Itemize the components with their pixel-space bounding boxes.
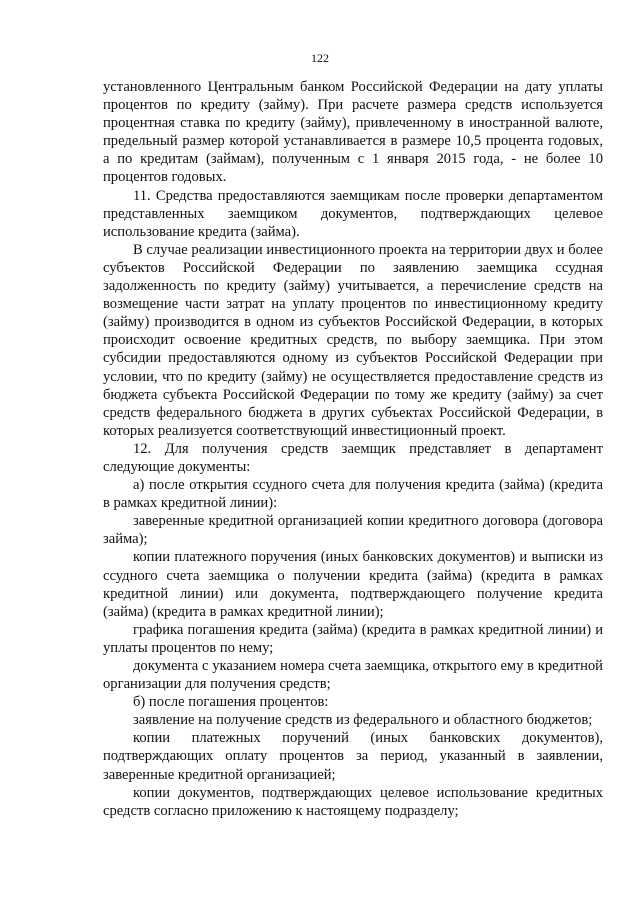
paragraph-loan-agreement-copies: заверенные кредитной организацией копии кредитного договора (договора займа); bbox=[103, 513, 603, 548]
paragraph-item-11: 11. Средства предоставляются заемщикам после проверки департаментом представленных заемщиком документов, подтверждающих целевое использование кредита (займа). bbox=[103, 187, 603, 240]
paragraph-continuation: установленного Центральным банком Российской Федерации на дату уплаты процентов по кредиту (займу). При расчете размера средств используется процентная ставка по кредиту (займу), привлеченному в иностранной валюте, предельный размер которой устанавливается в размере 10,5 процента годовых, а по кредитам (займам), полученным с 1 января 2015 года, - не более 10 процентов годовых. bbox=[103, 79, 603, 186]
page-number: 122 bbox=[311, 51, 329, 65]
paragraph-repayment-schedule: графика погашения кредита (займа) (кредита в рамках кредитной линии) и уплаты процентов по нему; bbox=[103, 621, 603, 656]
paragraph-multi-region: В случае реализации инвестиционного проекта на территории двух и более субъектов Российской Федерации по заявлению заемщика ссудная задолженность по кредиту (займу) учитывается, а перечисление средств на возмещение части затрат на уплату процентов по инвестиционному кредиту (займу) производится в одном из субъектов Российской Федерации, в которых происходит освоение кредитных средств, по выбору заемщика. При этом субсидии предоставляются одному из субъектов Российской Федерации при условии, что по кредиту (займу) не осуществляется предоставление средств из бюджета субъекта Российской Федерации по тому же кредиту (займу) за счет средств федерального бюджета в других субъектах Российской Федерации, в которых реализуется соответствующий инвестиционный проект. bbox=[103, 241, 603, 439]
paragraph-payment-order-copies: копии платежного поручения (иных банковских документов) и выписки из ссудного счета заемщика о получении кредита (займа) (кредита в рамках кредитной линии) или документа, подтверждающего получение кредита (займа) (кредита в рамках кредитной линии); bbox=[103, 549, 603, 620]
paragraph-subitem-b: б) после погашения процентов: bbox=[133, 694, 329, 711]
paragraph-target-use-documents: копии документов, подтверждающих целевое использование кредитных средств согласно приложению к настоящему подразделу; bbox=[103, 784, 603, 819]
paragraph-account-number-document: документа с указанием номера счета заемщика, открытого ему в кредитной организации для получения средств; bbox=[103, 658, 603, 693]
paragraph-subitem-a: а) после открытия ссудного счета для получения кредита (займа) (кредита в рамках кредитной линии): bbox=[103, 477, 603, 512]
paragraph-interest-payment-copies: копии платежных поручений (иных банковских документов), подтверждающих оплату процентов за период, указанный в заявлении, заверенные кредитной организацией; bbox=[103, 730, 603, 783]
paragraph-application: заявление на получение средств из федерального и областного бюджетов; bbox=[133, 712, 593, 729]
paragraph-item-12: 12. Для получения средств заемщик представляет в департамент следующие документы: bbox=[103, 440, 603, 475]
document-body bbox=[103, 78, 603, 820]
